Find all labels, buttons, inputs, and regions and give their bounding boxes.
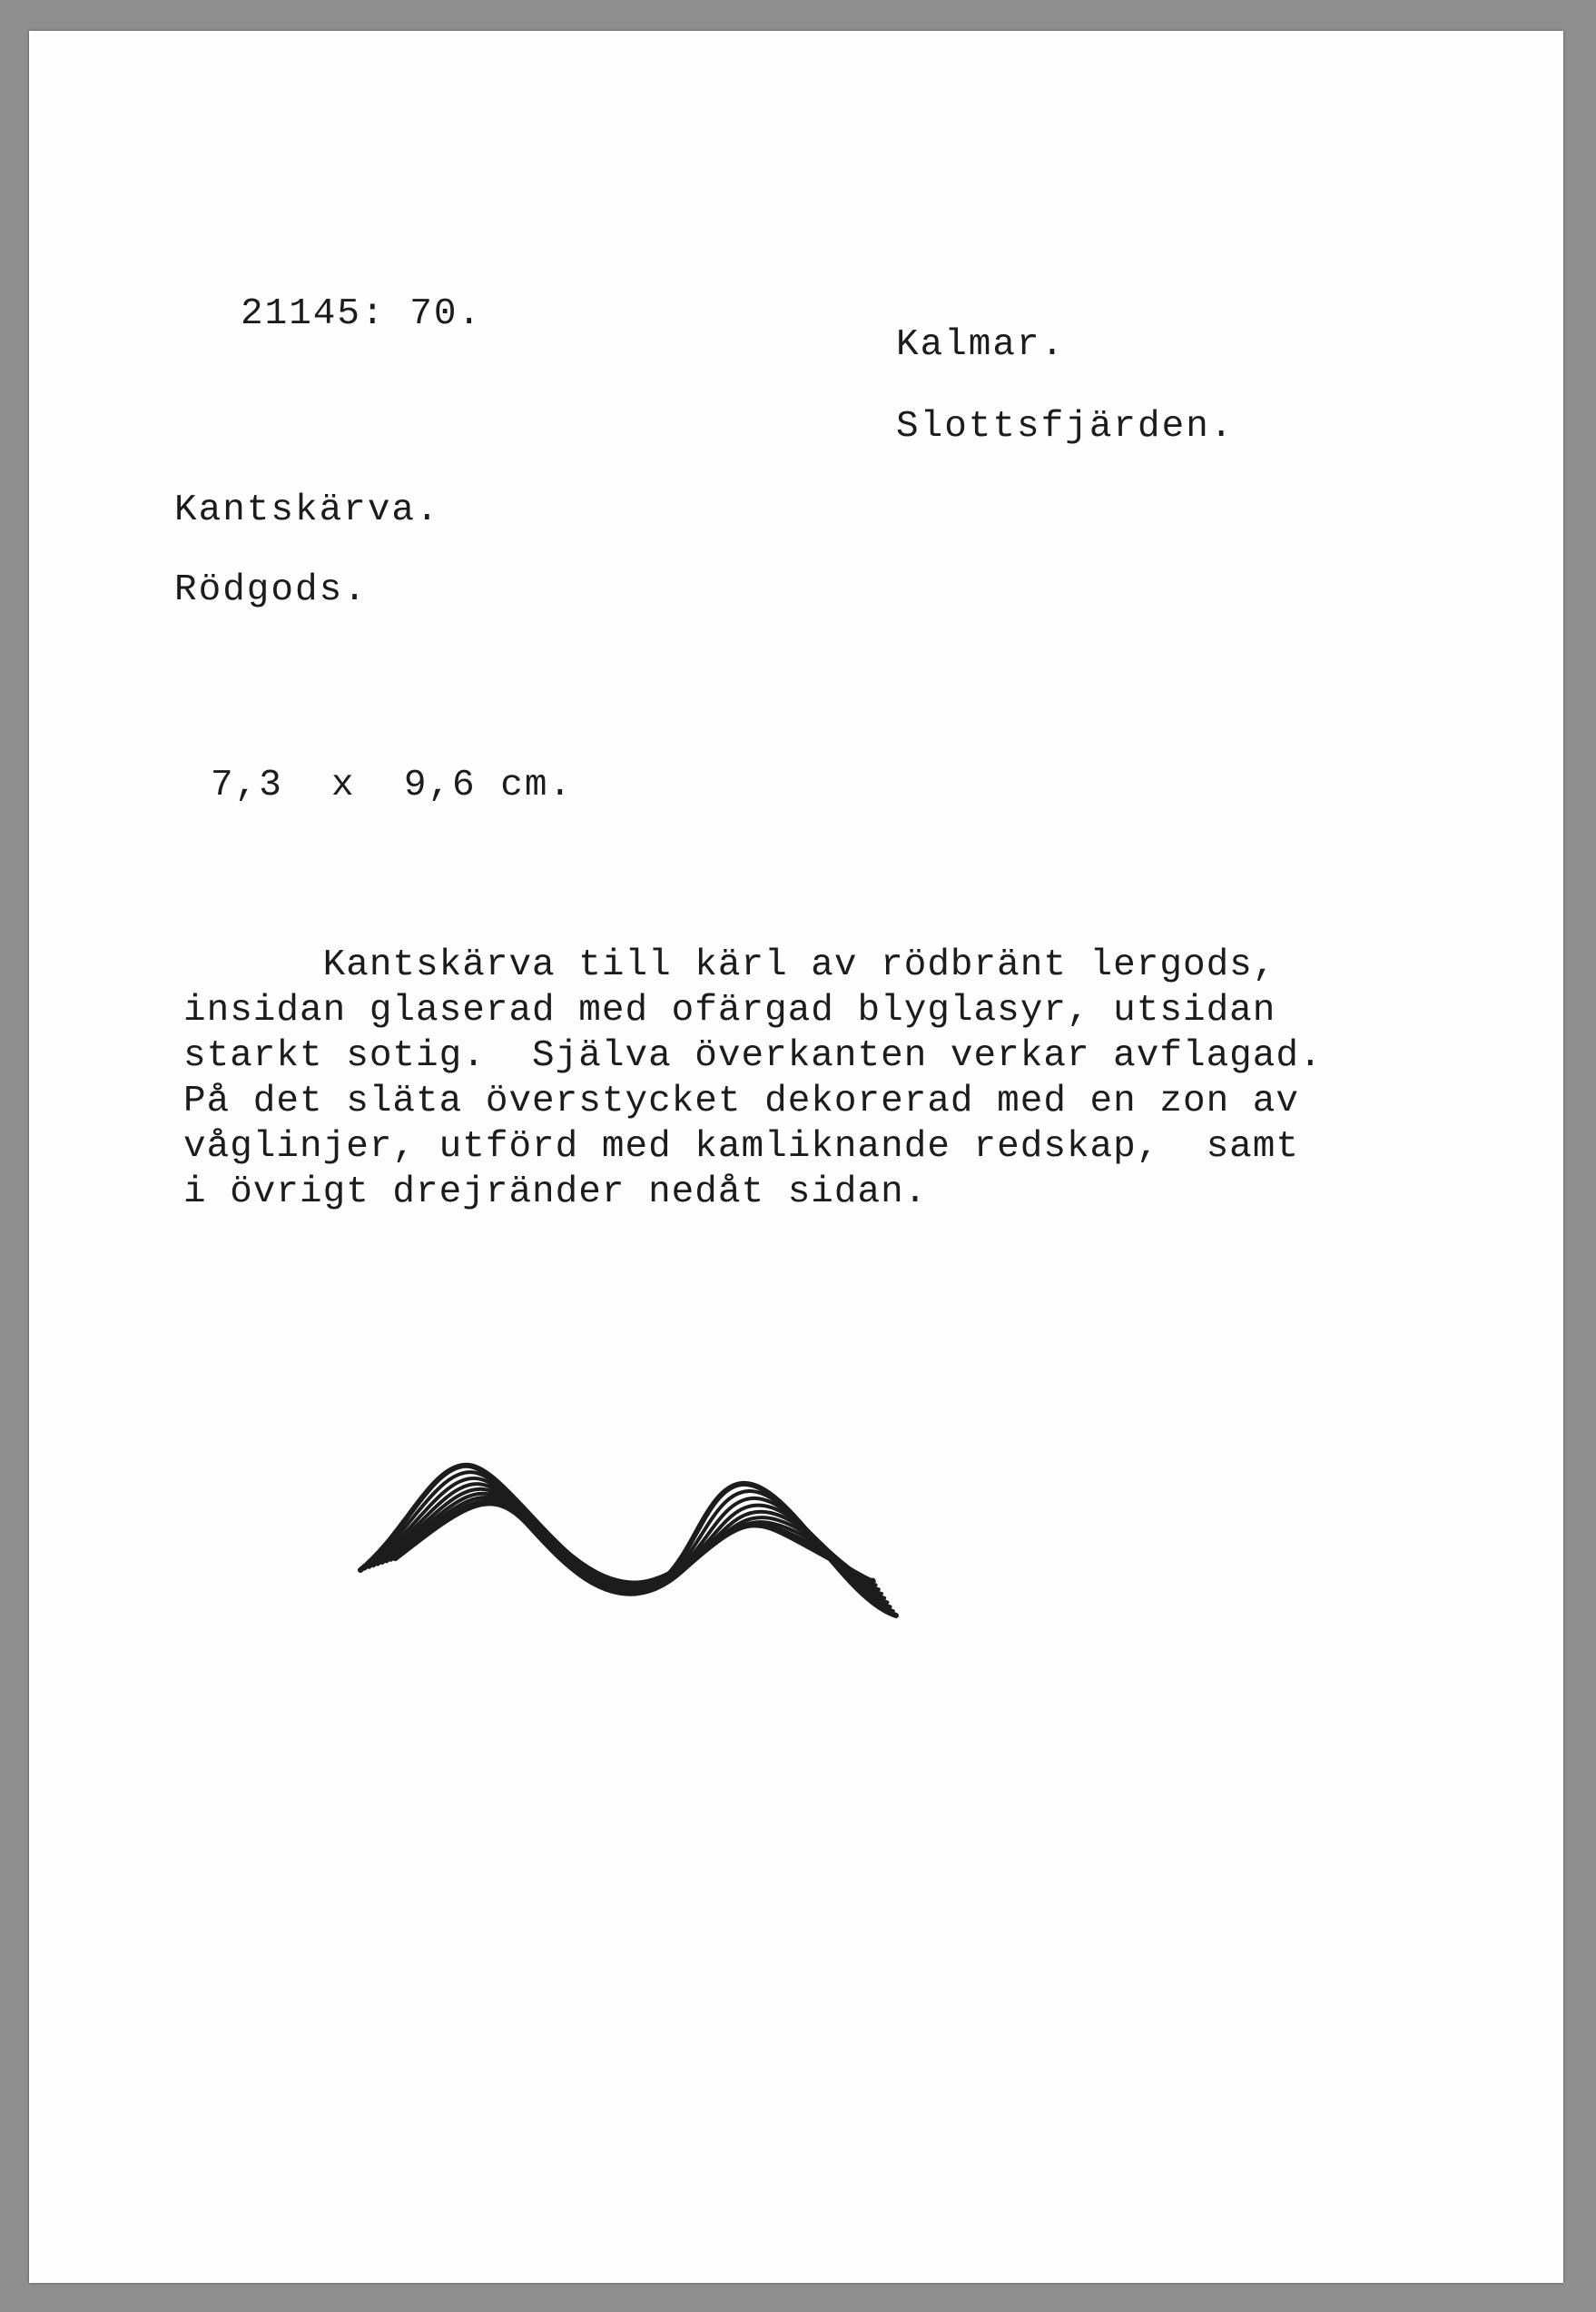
- description: [183, 943, 1323, 1215]
- wavy-line-decoration-sketch: [351, 1434, 932, 1652]
- catalog-number: 21145: 70.: [241, 293, 483, 335]
- site-name: Slottsfjärden.: [896, 406, 1235, 448]
- description-line: i övrigt drejränder nedåt sidan.: [183, 1171, 928, 1213]
- description-line: våglinjer, utförd med kamliknande redskap, samt: [183, 1126, 1299, 1168]
- wave-stroke: [395, 1503, 872, 1593]
- dimensions: 7,3 x 9,6 cm.: [211, 765, 574, 806]
- place-name: Kalmar.: [896, 324, 1066, 366]
- description-line: På det släta överstycket dekorerad med en zon av: [183, 1081, 1299, 1122]
- description-line: Kantskärva till kärl av rödbränt lergods,: [183, 944, 1276, 986]
- catalog-card: [29, 31, 1563, 2283]
- description-line: starkt sotig. Själva överkanten verkar avflagad.: [183, 1035, 1323, 1077]
- description-line: insidan glaserad med ofärgad blyglasyr, utsidan: [183, 990, 1276, 1032]
- object-type: Kantskärva.: [174, 489, 440, 531]
- material: Rödgods.: [174, 569, 368, 611]
